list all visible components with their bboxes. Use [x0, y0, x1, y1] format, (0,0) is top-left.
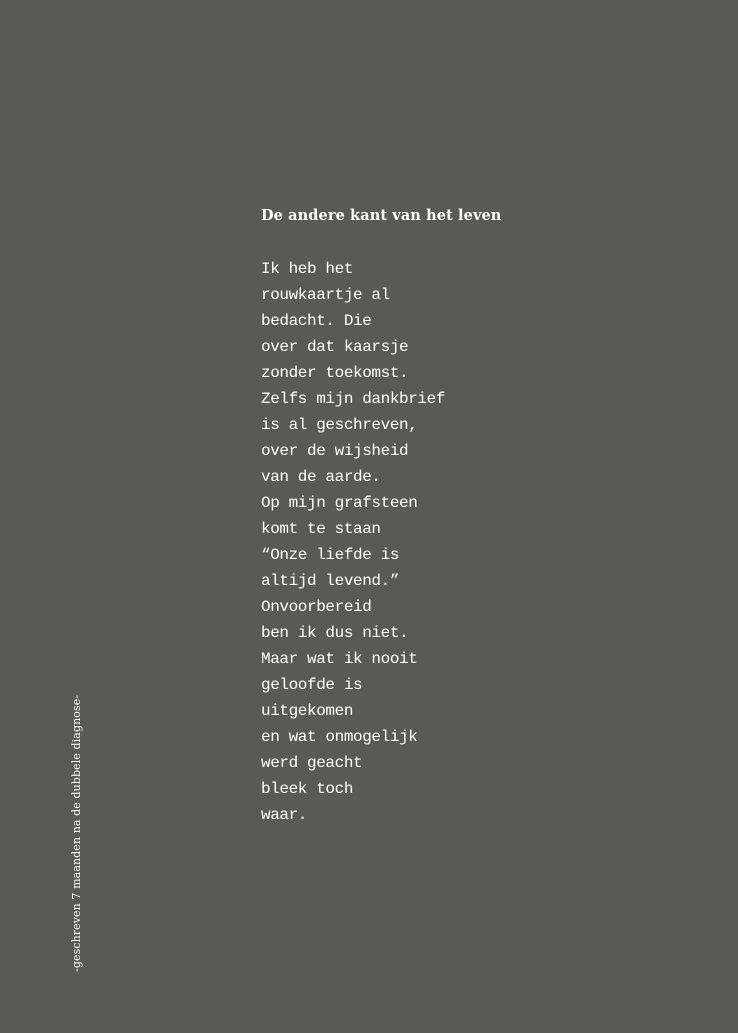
poem-line: over dat kaarsje	[261, 338, 409, 356]
poem-line: van de aarde.	[261, 468, 381, 486]
poem-line: Onvoorbereid	[261, 598, 372, 616]
poem-line: komt te staan	[261, 520, 381, 538]
poem-title: De andere kant van het leven	[261, 207, 502, 224]
poem-line: Ik heb het	[261, 260, 354, 278]
poem-line: zonder toekomst.	[261, 364, 409, 382]
poem-line: is al geschreven,	[261, 416, 418, 434]
poem-line: Zelfs mijn dankbrief	[261, 390, 446, 408]
poem-line: bedacht. Die	[261, 312, 372, 330]
side-note: -geschreven 7 maanden na de dubbele diagnose-	[70, 694, 83, 972]
poem-line: Maar wat ik nooit	[261, 650, 418, 668]
poem-line: “Onze liefde is	[261, 546, 400, 564]
poem-line: waar.	[261, 806, 308, 824]
poem-line: en wat onmogelijk	[261, 728, 418, 746]
poem-line: uitgekomen	[261, 702, 354, 720]
poem-line: geloofde is	[261, 676, 363, 694]
poem-line: over de wijsheid	[261, 442, 409, 460]
poem-body	[261, 256, 445, 828]
poem-line: werd geacht	[261, 754, 363, 772]
poem-line: rouwkaartje al	[261, 286, 390, 304]
poem-line: altijd levend.”	[261, 572, 400, 590]
poem-line: ben ik dus niet.	[261, 624, 409, 642]
poem-line: Op mijn grafsteen	[261, 494, 418, 512]
poem-line: bleek toch	[261, 780, 354, 798]
